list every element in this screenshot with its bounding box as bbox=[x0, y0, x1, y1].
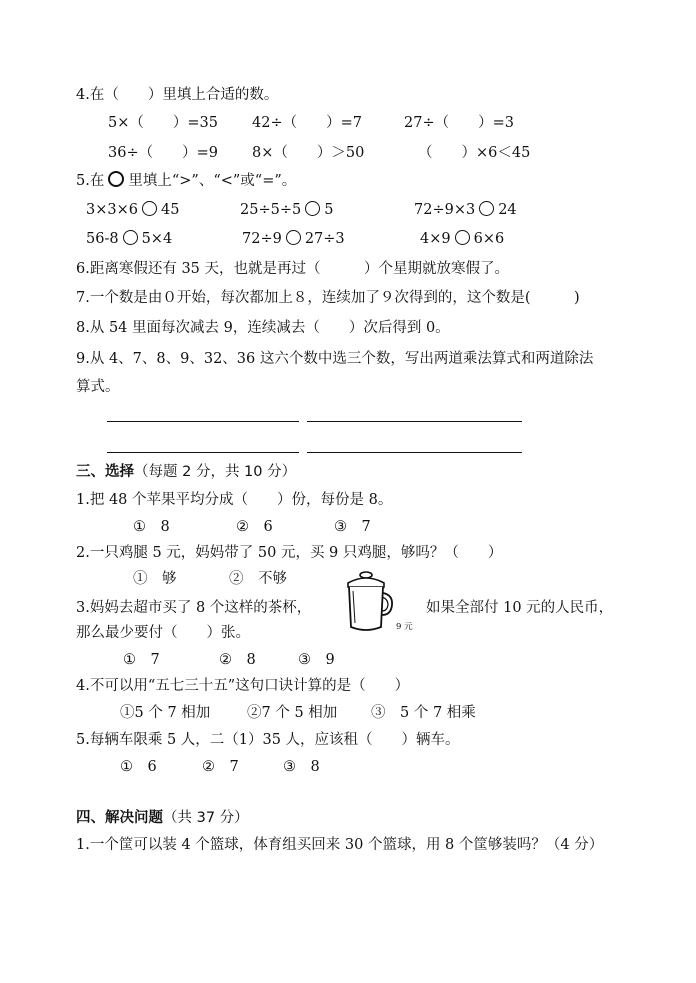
tea-cup-icon bbox=[340, 569, 396, 633]
q4-row1-item1: 5×（ ）=35 bbox=[108, 115, 218, 131]
q5-row2-item3 bbox=[420, 229, 504, 249]
q5-title bbox=[76, 171, 296, 191]
q9-line1: 9.从 4、7、8、9、32、36 这六个数中选三个数，写出两道乘法算式和两道除法 bbox=[76, 351, 594, 367]
q5-row2-item1 bbox=[86, 229, 172, 249]
s3q3-text-c: 那么最少要付（ ）张。 bbox=[76, 625, 250, 641]
q5-row2-item2 bbox=[242, 229, 345, 249]
section3-note: （每题 2 分，共 10 分） bbox=[134, 464, 297, 480]
s4q1-text: 1.一个筐可以装 4 个篮球，体育组买回来 30 个篮球，用 8 个筐够装吗？（4 分） bbox=[76, 837, 604, 853]
s3q1-option-3[interactable]: ③ 7 bbox=[334, 519, 371, 535]
compare-circle-icon[interactable] bbox=[123, 230, 138, 245]
cup-price: 9 元 bbox=[396, 622, 413, 632]
s3q3-text-b: 如果全部付 10 元的人民币， bbox=[426, 600, 614, 616]
answer-line[interactable] bbox=[107, 421, 299, 422]
section4-note: （共 37 分） bbox=[163, 810, 249, 826]
section3-title: 三、选择 bbox=[76, 464, 134, 480]
answer-line[interactable] bbox=[107, 452, 299, 453]
q4-row1-item3: 27÷（ ）=3 bbox=[404, 115, 514, 131]
answer-line[interactable] bbox=[307, 421, 522, 422]
compare-right: 45 bbox=[160, 202, 180, 218]
s3q1-text: 1.把 48 个苹果平均分成（ ）份，每份是 8。 bbox=[76, 492, 393, 508]
compare-circle-icon[interactable] bbox=[142, 201, 157, 216]
q4-row1-item2: 42÷（ ）=7 bbox=[252, 115, 362, 131]
q8-text: 8.从 54 里面每次减去 9，连续减去（ ）次后得到 0。 bbox=[76, 320, 450, 336]
section4-heading bbox=[76, 808, 249, 828]
compare-right: 5×4 bbox=[141, 231, 173, 247]
q4-row2-item2: 8×（ ）＞50 bbox=[252, 145, 365, 161]
q4-row2-item1: 36÷（ ）=9 bbox=[108, 145, 218, 161]
s3q4-text: 4.不可以用“五七三十五”这句口诀计算的是（ ） bbox=[76, 678, 410, 694]
s3q3-text-a: 3.妈妈去超市买了 8 个这样的茶杯， bbox=[76, 600, 312, 616]
s3q3-option-3[interactable]: ③ 9 bbox=[298, 652, 335, 668]
s3q2-option-2[interactable]: ② 不够 bbox=[229, 571, 287, 587]
s3q5-option-3[interactable]: ③ 8 bbox=[283, 759, 320, 775]
q5-row1-item1 bbox=[86, 200, 179, 220]
compare-circle-icon[interactable] bbox=[479, 201, 494, 216]
q4-title: 4.在（ ）里填上合适的数。 bbox=[76, 87, 279, 103]
s3q3-option-1[interactable]: ① 7 bbox=[123, 652, 160, 668]
compare-circle-icon[interactable] bbox=[286, 230, 301, 245]
s3q1-option-2[interactable]: ② 6 bbox=[236, 519, 273, 535]
section4-title: 四、解决问题 bbox=[76, 810, 163, 826]
compare-circle-icon[interactable] bbox=[455, 230, 470, 245]
q7-text: 7.一个数是由０开始，每次都加上８，连续加了９次得到的，这个数是( ) bbox=[76, 290, 580, 306]
q6-text: 6.距离寒假还有 35 天，也就是再过（ ）个星期就放寒假了。 bbox=[76, 261, 510, 277]
q5-row1-item2 bbox=[240, 200, 333, 220]
q5-row1-item3 bbox=[414, 200, 517, 220]
compare-right: 24 bbox=[498, 202, 517, 218]
s3q5-text: 5.每辆车限乘 5 人，二（1）35 人，应该租（ ）辆车。 bbox=[76, 732, 460, 748]
s3q2-option-1[interactable]: ① 够 bbox=[133, 571, 177, 587]
compare-right: 6×6 bbox=[473, 231, 505, 247]
compare-left: 56-8 bbox=[86, 231, 119, 247]
s3q3-option-2[interactable]: ② 8 bbox=[219, 652, 256, 668]
s3q5-option-1[interactable]: ① 6 bbox=[120, 759, 157, 775]
q5-title-a: 5.在 bbox=[76, 173, 105, 189]
compare-right: 5 bbox=[324, 202, 334, 218]
compare-left: 25÷5÷5 bbox=[240, 202, 302, 218]
q4-row2-item3: （ ）×6＜45 bbox=[418, 145, 531, 161]
compare-circle-icon[interactable] bbox=[305, 201, 320, 216]
compare-right: 27÷3 bbox=[304, 231, 345, 247]
compare-left: 3×3×6 bbox=[86, 202, 138, 218]
section3-heading bbox=[76, 462, 296, 482]
answer-line[interactable] bbox=[307, 452, 522, 453]
s3q5-option-2[interactable]: ② 7 bbox=[202, 759, 239, 775]
compare-left: 72÷9×3 bbox=[414, 202, 476, 218]
s3q4-option-1[interactable]: ①5 个 7 相加 bbox=[120, 705, 211, 721]
q9-line2: 算式。 bbox=[76, 379, 120, 395]
s3q4-option-3[interactable]: ③ 5 个 7 相乘 bbox=[371, 705, 476, 721]
compare-left: 72÷9 bbox=[242, 231, 282, 247]
s3q4-option-2[interactable]: ②7 个 5 相加 bbox=[247, 705, 338, 721]
s3q2-text: 2.一只鸡腿 5 元，妈妈带了 50 元，买 9 只鸡腿，够吗？（ ） bbox=[76, 545, 503, 561]
q5-title-b: 里填上“>”、“<”或“=”。 bbox=[128, 173, 297, 189]
circle-icon bbox=[108, 171, 124, 187]
compare-left: 4×9 bbox=[420, 231, 451, 247]
s3q1-option-1[interactable]: ① 8 bbox=[133, 519, 170, 535]
